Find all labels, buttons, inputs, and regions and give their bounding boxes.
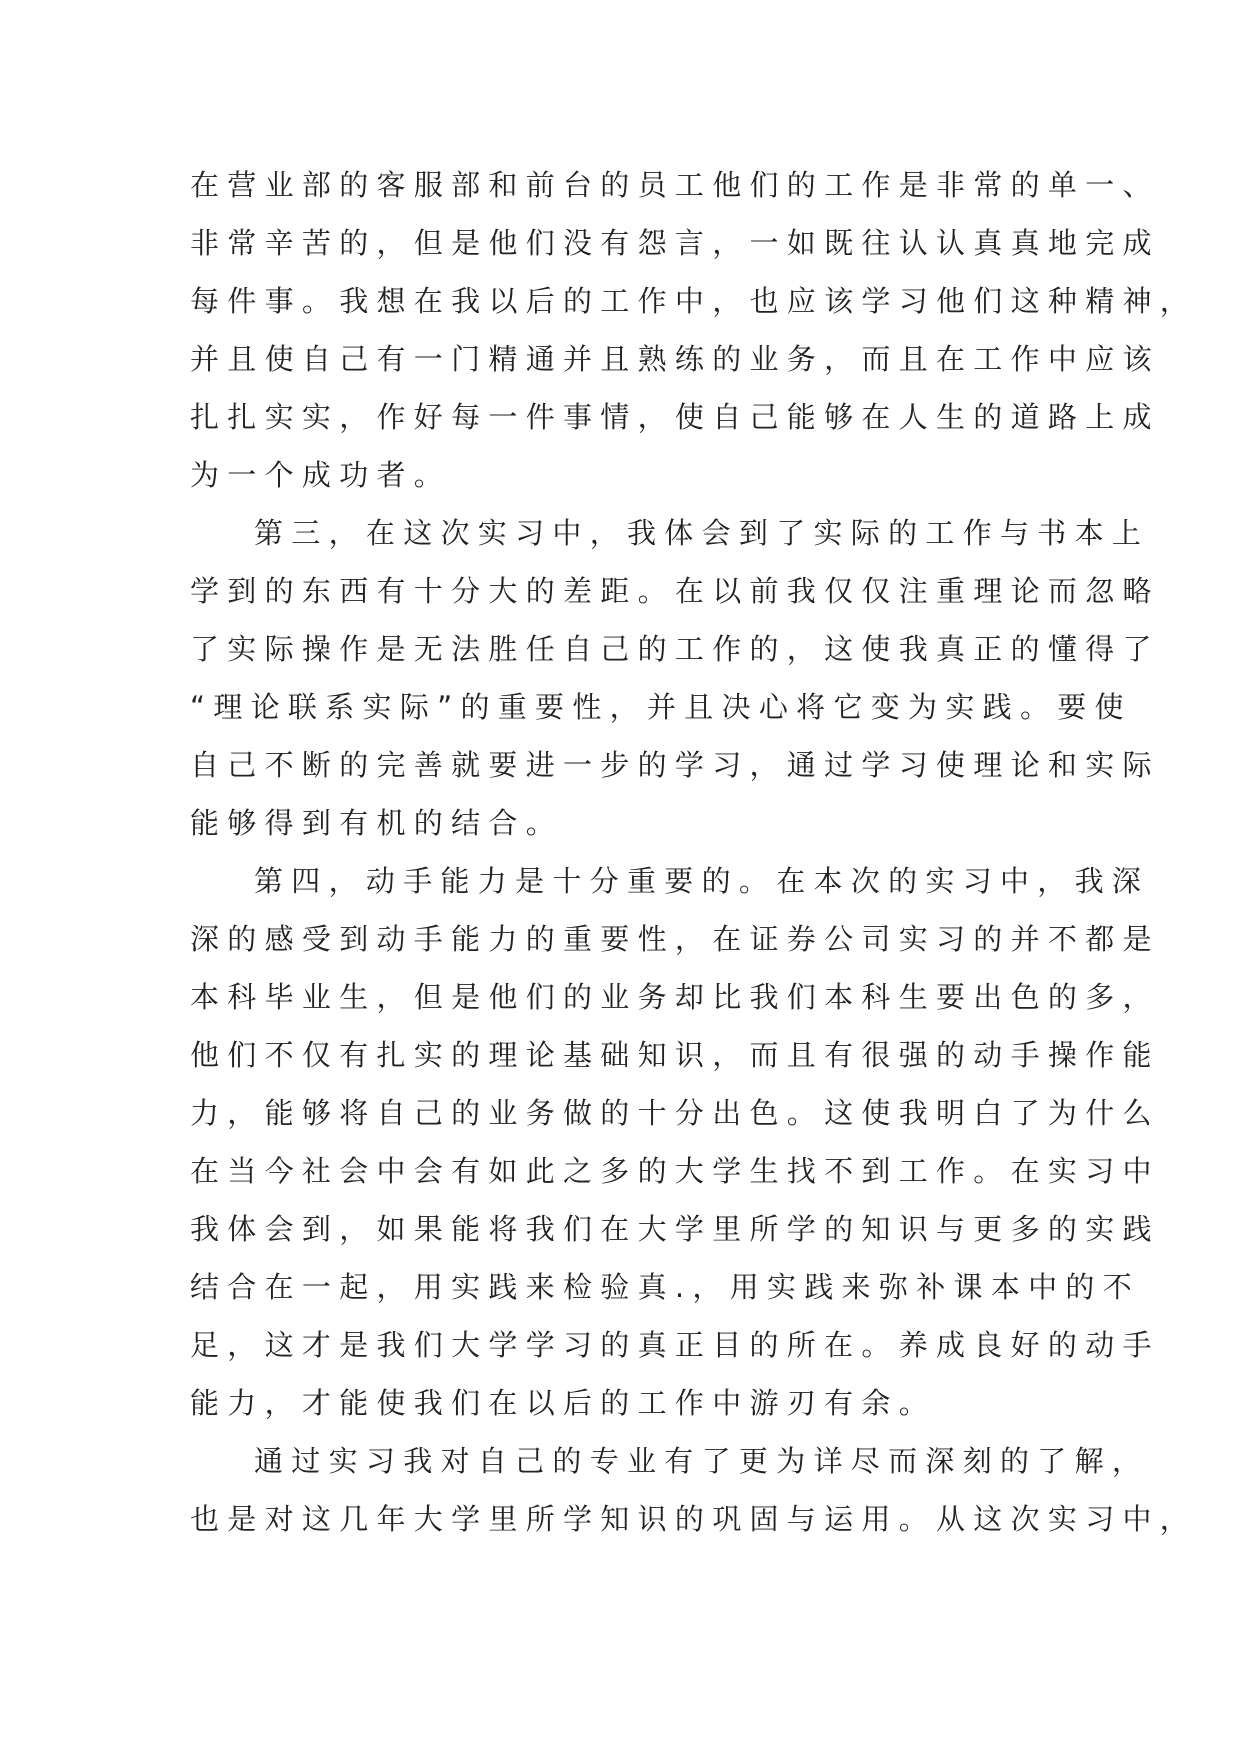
text-line: 学到的东西有十分大的差距。在以前我仅仅注重理论而忽略	[190, 574, 1160, 608]
text-line: 为一个成功者。	[190, 458, 452, 492]
text-line: 他们不仅有扎实的理论基础知识，而且有很强的动手操作能	[190, 1038, 1160, 1072]
text-line: 自己不断的完善就要进一步的学习，通过学习使理论和实际	[190, 748, 1160, 782]
text-line: 并且使自己有一门精通并且熟练的业务，而且在工作中应该	[190, 342, 1160, 376]
text-line: 非常辛苦的，但是他们没有怨言，一如既往认认真真地完成	[190, 226, 1160, 260]
text-line: 在营业部的客服部和前台的员工他们的工作是非常的单一、	[190, 168, 1160, 202]
text-line: 力，能够将自己的业务做的十分出色。这使我明白了为什么	[190, 1096, 1160, 1130]
text-line: 结合在一起，用实践来检验真.，用实践来弥补课本中的不	[190, 1270, 1141, 1304]
text-line: 深的感受到动手能力的重要性，在证券公司实习的并不都是	[190, 922, 1160, 956]
text-line: 我体会到，如果能将我们在大学里所学的知识与更多的实践	[190, 1212, 1160, 1246]
text-line: 每件事。我想在我以后的工作中，也应该学习他们这种精神，	[190, 284, 1198, 318]
text-line: 扎扎实实，作好每一件事情，使自己能够在人生的道路上成	[190, 400, 1160, 434]
text-line: 能够得到有机的结合。	[190, 806, 564, 840]
text-line: 也是对这几年大学里所学知识的巩固与运用。从这次实习中，	[190, 1502, 1198, 1536]
body-text	[190, 156, 1198, 1548]
paragraph-start-line: 第三，在这次实习中，我体会到了实际的工作与书本上	[254, 516, 1150, 550]
text-line: 了实际操作是无法胜任自己的工作的，这使我真正的懂得了	[190, 632, 1160, 666]
paragraph-start-line: 第四，动手能力是十分重要的。在本次的实习中，我深	[254, 864, 1150, 898]
paragraph-start-line: 通过实习我对自己的专业有了更为详尽而深刻的了解，	[254, 1444, 1150, 1478]
text-line: “理论联系实际”的重要性，并且决心将它变为实践。要使	[190, 690, 1132, 724]
text-line: 本科毕业生，但是他们的业务却比我们本科生要出色的多，	[190, 980, 1160, 1014]
text-line: 能力，才能使我们在以后的工作中游刃有余。	[190, 1386, 937, 1420]
text-line: 在当今社会中会有如此之多的大学生找不到工作。在实习中	[190, 1154, 1160, 1188]
text-line: 足，这才是我们大学学习的真正目的所在。养成良好的动手	[190, 1328, 1160, 1362]
